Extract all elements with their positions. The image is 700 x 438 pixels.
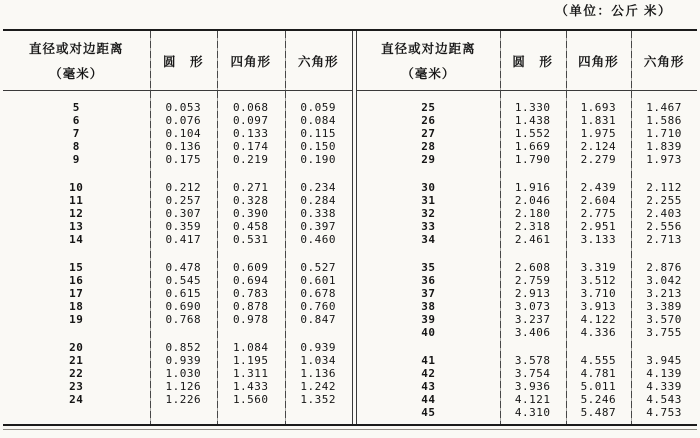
cell-diameter: 10	[69, 181, 84, 194]
cell-weight-value: 0.531	[232, 233, 269, 246]
cell-diameter: 18	[69, 300, 84, 313]
cell-weight-value: 2.046	[514, 194, 551, 207]
cell-weight-value: 0.359	[165, 220, 202, 233]
table-row	[3, 153, 352, 166]
header-diameter	[357, 31, 500, 90]
cell-diameter: 8	[72, 140, 80, 153]
cell-weight-value: 1.195	[232, 354, 269, 367]
table-row	[357, 367, 697, 380]
cell-diameter: 11	[69, 194, 84, 207]
cell-weight-value: 1.226	[165, 393, 202, 406]
cell-weight-value: 2.180	[514, 207, 551, 220]
cell-weight-value: 1.030	[165, 367, 202, 380]
table-row	[357, 207, 697, 220]
unit-note: （单位：公斤 米）	[555, 4, 672, 18]
cell-weight-value: 0.284	[300, 194, 337, 207]
cell-weight-value: 0.458	[232, 220, 269, 233]
cell-weight-value: 4.122	[580, 313, 617, 326]
cell-weight-value: 0.690	[165, 300, 202, 313]
cell-diameter: 42	[421, 367, 436, 380]
table-right	[356, 31, 697, 424]
cell-diameter: 21	[69, 354, 84, 367]
cell-weight-value: 0.417	[165, 233, 202, 246]
header-round: 圆 形	[512, 54, 553, 69]
cell-diameter: 9	[72, 153, 80, 166]
cell-weight-value: 5.246	[580, 393, 617, 406]
column-divider	[566, 31, 567, 424]
cell-weight-value: 3.570	[646, 313, 682, 326]
cell-diameter: 28	[421, 140, 436, 153]
table-row	[357, 274, 697, 287]
cell-diameter: 5	[72, 101, 80, 114]
cell-weight-value: 2.604	[580, 194, 617, 207]
header-hexagon: 六角形	[643, 54, 685, 69]
cell-diameter: 20	[69, 341, 84, 354]
cell-weight-value: 3.406	[514, 326, 551, 339]
cell-weight-value: 1.438	[514, 114, 551, 127]
cell-weight-value: 3.578	[514, 354, 551, 367]
column-divider	[285, 31, 286, 424]
cell-weight-value: 0.084	[300, 114, 337, 127]
column-divider	[631, 31, 632, 424]
cell-weight-value: 1.126	[165, 380, 202, 393]
cell-diameter: 39	[421, 313, 436, 326]
cell-weight-value: 3.913	[580, 300, 617, 313]
table-row	[357, 354, 697, 367]
table-header	[3, 31, 352, 91]
cell-weight-value: 0.328	[232, 194, 269, 207]
table-row	[357, 287, 697, 300]
cell-weight-value: 2.775	[580, 207, 617, 220]
table-row	[357, 220, 697, 233]
row-group	[357, 354, 697, 419]
table-header	[357, 31, 697, 91]
cell-weight-value: 1.084	[232, 341, 269, 354]
cell-diameter: 12	[69, 207, 84, 220]
table-row	[3, 313, 352, 326]
table-row	[357, 326, 697, 339]
cell-weight-value: 1.433	[232, 380, 269, 393]
table-body	[3, 91, 352, 406]
cell-weight-value: 4.310	[514, 406, 551, 419]
cell-weight-value: 4.139	[646, 367, 682, 380]
cell-weight-value: 2.112	[646, 181, 682, 194]
cell-diameter: 15	[69, 261, 84, 274]
header-diameter	[3, 31, 150, 90]
cell-weight-value: 2.759	[514, 274, 551, 287]
cell-weight-value: 0.115	[300, 127, 337, 140]
cell-weight-value: 1.311	[232, 367, 269, 380]
cell-weight-value: 0.460	[300, 233, 337, 246]
cell-weight-value: 4.781	[580, 367, 617, 380]
table-row	[3, 287, 352, 300]
table-row	[3, 194, 352, 207]
cell-weight-value: 0.068	[232, 101, 269, 114]
row-group	[357, 101, 697, 166]
cell-weight-value: 0.545	[165, 274, 202, 287]
cell-weight-value: 3.042	[646, 274, 682, 287]
cell-weight-value: 4.121	[514, 393, 551, 406]
row-group	[3, 261, 352, 326]
cell-diameter: 32	[421, 207, 436, 220]
cell-weight-value: 2.951	[580, 220, 617, 233]
cell-weight-value: 4.336	[580, 326, 617, 339]
cell-diameter: 14	[69, 233, 84, 246]
cell-weight-value: 2.461	[514, 233, 551, 246]
cell-weight-value: 0.397	[300, 220, 337, 233]
cell-weight-value: 0.783	[232, 287, 269, 300]
cell-weight-value: 0.615	[165, 287, 202, 300]
cell-diameter: 23	[69, 380, 84, 393]
table-row	[357, 140, 697, 153]
table-row	[357, 406, 697, 419]
table-row	[3, 127, 352, 140]
cell-diameter: 22	[69, 367, 84, 380]
cell-weight-value: 0.878	[232, 300, 269, 313]
cell-diameter: 33	[421, 220, 436, 233]
cell-diameter: 6	[72, 114, 80, 127]
cell-weight-value: 1.136	[300, 367, 337, 380]
cell-weight-value: 0.768	[165, 313, 202, 326]
cell-weight-value: 0.175	[165, 153, 202, 166]
table-row	[357, 127, 697, 140]
cell-weight-value: 0.271	[232, 181, 269, 194]
weight-table	[3, 29, 697, 426]
cell-weight-value: 2.279	[580, 153, 617, 166]
cell-weight-value: 2.255	[646, 194, 682, 207]
table-row	[3, 207, 352, 220]
cell-diameter: 25	[421, 101, 436, 114]
table-row	[3, 393, 352, 406]
table-row	[357, 261, 697, 274]
cell-weight-value: 0.338	[300, 207, 337, 220]
cell-weight-value: 0.097	[232, 114, 269, 127]
cell-weight-value: 2.403	[646, 207, 682, 220]
row-group	[3, 341, 352, 406]
cell-weight-value: 2.124	[580, 140, 617, 153]
cell-weight-value: 0.076	[165, 114, 202, 127]
cell-weight-value: 3.710	[580, 287, 617, 300]
cell-weight-value: 2.608	[514, 261, 551, 274]
cell-weight-value: 0.150	[300, 140, 337, 153]
cell-weight-value: 4.555	[580, 354, 617, 367]
header-round: 圆 形	[163, 54, 204, 69]
cell-weight-value: 2.913	[514, 287, 551, 300]
cell-weight-value: 0.847	[300, 313, 337, 326]
cell-weight-value: 0.939	[300, 341, 337, 354]
cell-diameter: 38	[421, 300, 436, 313]
cell-weight-value: 3.319	[580, 261, 617, 274]
column-divider	[217, 31, 218, 424]
cell-weight-value: 2.556	[646, 220, 682, 233]
cell-weight-value: 2.876	[646, 261, 682, 274]
header-diameter-label: 直径或对边距离	[381, 42, 476, 56]
table-row	[357, 393, 697, 406]
cell-weight-value: 0.609	[232, 261, 269, 274]
cell-weight-value: 0.133	[232, 127, 269, 140]
cell-diameter: 7	[72, 127, 80, 140]
table-body	[357, 91, 697, 419]
cell-weight-value: 1.552	[514, 127, 551, 140]
table-row	[357, 380, 697, 393]
table-row	[3, 354, 352, 367]
cell-weight-value: 0.190	[300, 153, 337, 166]
column-divider	[150, 31, 151, 424]
cell-diameter: 36	[421, 274, 436, 287]
cell-weight-value: 0.219	[232, 153, 269, 166]
table-row	[3, 140, 352, 153]
cell-weight-value: 3.945	[646, 354, 682, 367]
cell-weight-value: 1.467	[646, 101, 682, 114]
table-row	[3, 181, 352, 194]
row-group	[3, 101, 352, 166]
cell-weight-value: 3.133	[580, 233, 617, 246]
table-row	[357, 194, 697, 207]
cell-weight-value: 1.352	[300, 393, 337, 406]
cell-weight-value: 4.753	[646, 406, 682, 419]
header-diameter-unit: （毫米）	[401, 67, 456, 81]
table-row	[3, 114, 352, 127]
table-row	[357, 181, 697, 194]
cell-weight-value: 2.713	[646, 233, 682, 246]
cell-weight-value: 0.104	[165, 127, 202, 140]
cell-weight-value: 3.936	[514, 380, 551, 393]
cell-diameter: 41	[421, 354, 436, 367]
cell-weight-value: 1.669	[514, 140, 551, 153]
header-square: 四角形	[578, 54, 619, 69]
cell-diameter: 17	[69, 287, 84, 300]
row-group	[3, 181, 352, 246]
cell-weight-value: 4.543	[646, 393, 682, 406]
cell-weight-value: 0.257	[165, 194, 202, 207]
cell-weight-value: 1.839	[646, 140, 682, 153]
table-row	[3, 101, 352, 114]
cell-weight-value: 1.790	[514, 153, 551, 166]
cell-weight-value: 3.237	[514, 313, 551, 326]
table-row	[357, 114, 697, 127]
table-row	[357, 300, 697, 313]
cell-weight-value: 4.339	[646, 380, 682, 393]
cell-diameter: 40	[421, 326, 436, 339]
cell-weight-value: 1.710	[646, 127, 682, 140]
row-group	[357, 261, 697, 339]
cell-weight-value: 1.975	[580, 127, 617, 140]
cell-diameter: 43	[421, 380, 436, 393]
cell-diameter: 34	[421, 233, 436, 246]
cell-weight-value: 3.213	[646, 287, 682, 300]
table-left	[3, 31, 353, 424]
table-row	[3, 220, 352, 233]
table-row	[357, 101, 697, 114]
cell-weight-value: 5.487	[580, 406, 617, 419]
cell-weight-value: 3.755	[646, 326, 682, 339]
cell-weight-value: 0.390	[232, 207, 269, 220]
cell-weight-value: 0.601	[300, 274, 337, 287]
table-row	[357, 153, 697, 166]
cell-diameter: 16	[69, 274, 84, 287]
row-group	[357, 181, 697, 246]
header-hexagon: 六角形	[297, 54, 339, 69]
table-row	[357, 313, 697, 326]
cell-weight-value: 2.439	[580, 181, 617, 194]
cell-diameter: 35	[421, 261, 436, 274]
cell-weight-value: 0.234	[300, 181, 337, 194]
table-row	[3, 274, 352, 287]
header-diameter-unit: （毫米）	[49, 67, 104, 81]
cell-weight-value: 3.389	[646, 300, 682, 313]
cell-diameter: 30	[421, 181, 436, 194]
cell-weight-value: 1.242	[300, 380, 337, 393]
cell-weight-value: 2.318	[514, 220, 551, 233]
cell-weight-value: 5.011	[580, 380, 617, 393]
cell-diameter: 19	[69, 313, 84, 326]
cell-weight-value: 1.586	[646, 114, 682, 127]
header-square: 四角形	[230, 54, 272, 69]
cell-weight-value: 3.754	[514, 367, 551, 380]
table-row	[357, 233, 697, 246]
cell-weight-value: 1.831	[580, 114, 617, 127]
cell-weight-value: 1.916	[514, 181, 551, 194]
cell-weight-value: 0.053	[165, 101, 202, 114]
cell-weight-value: 0.174	[232, 140, 269, 153]
cell-diameter: 45	[421, 406, 436, 419]
cell-weight-value: 0.694	[232, 274, 269, 287]
header-diameter-label: 直径或对边距离	[29, 42, 124, 56]
cell-diameter: 27	[421, 127, 436, 140]
cell-weight-value: 0.059	[300, 101, 337, 114]
table-row	[3, 261, 352, 274]
cell-weight-value: 0.527	[300, 261, 337, 274]
cell-weight-value: 0.478	[165, 261, 202, 274]
cell-diameter: 44	[421, 393, 436, 406]
table-row	[3, 341, 352, 354]
table-row	[3, 233, 352, 246]
cell-diameter: 26	[421, 114, 436, 127]
cell-weight-value: 1.330	[514, 101, 551, 114]
cell-weight-value: 3.512	[580, 274, 617, 287]
cell-weight-value: 1.560	[232, 393, 269, 406]
cell-weight-value: 0.307	[165, 207, 202, 220]
cell-weight-value: 0.136	[165, 140, 202, 153]
cell-weight-value: 0.760	[300, 300, 337, 313]
cell-diameter: 13	[69, 220, 84, 233]
table-row	[3, 300, 352, 313]
column-divider	[500, 31, 501, 424]
cell-weight-value: 0.678	[300, 287, 337, 300]
cell-weight-value: 1.973	[646, 153, 682, 166]
cell-weight-value: 0.212	[165, 181, 202, 194]
cell-weight-value: 0.978	[232, 313, 269, 326]
table-row	[3, 380, 352, 393]
cell-weight-value: 0.852	[165, 341, 202, 354]
cell-diameter: 29	[421, 153, 436, 166]
table-row	[3, 367, 352, 380]
cell-diameter: 37	[421, 287, 436, 300]
cell-weight-value: 3.073	[514, 300, 551, 313]
cell-weight-value: 0.939	[165, 354, 202, 367]
cell-weight-value: 1.034	[300, 354, 337, 367]
cell-weight-value: 1.693	[580, 101, 617, 114]
cell-diameter: 31	[421, 194, 436, 207]
cell-diameter: 24	[69, 393, 84, 406]
